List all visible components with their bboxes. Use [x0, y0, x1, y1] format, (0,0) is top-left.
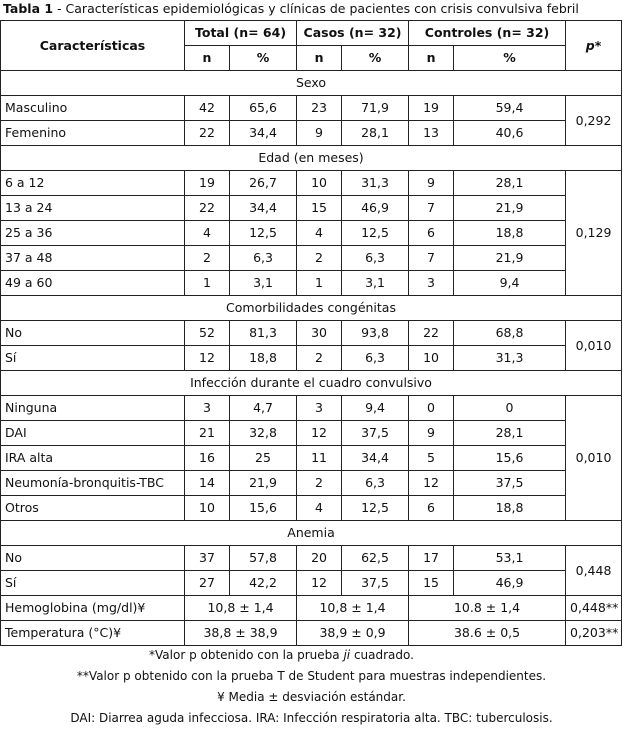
total-n: 14	[185, 471, 230, 496]
total-pct: 57,8	[230, 546, 297, 571]
table-row	[1, 396, 622, 421]
controles-pct: 37,5	[454, 471, 566, 496]
casos-pct: 6,3	[342, 346, 409, 371]
casos-pct: 46,9	[342, 196, 409, 221]
total-pct: 26,7	[230, 171, 297, 196]
row-label: 25 a 36	[1, 221, 185, 246]
total-pct: 65,6	[230, 96, 297, 121]
section-title: Anemia	[1, 521, 622, 546]
total-pct: 18,8	[230, 346, 297, 371]
casos-n: 4	[297, 496, 342, 521]
casos-n: 15	[297, 196, 342, 221]
casos-n: 1	[297, 271, 342, 296]
footnote-4: DAI: Diarrea aguda infecciosa. IRA: Infección respiratoria alta. TBC: tuberculosis.	[70, 711, 553, 725]
header-p: p*	[566, 21, 622, 71]
casos-pct: 9,4	[342, 396, 409, 421]
total-n: 21	[185, 421, 230, 446]
controles-pct: 15,6	[454, 446, 566, 471]
section-title: Comorbilidades congénitas	[1, 296, 622, 321]
casos-n: 4	[297, 221, 342, 246]
row-label: Hemoglobina (mg/dl)¥	[1, 596, 185, 621]
p-value: 0,448**	[566, 596, 622, 621]
casos-n: 11	[297, 446, 342, 471]
total-n: 3	[185, 396, 230, 421]
table-row	[1, 321, 622, 346]
header-casos: Casos (n= 32)	[297, 21, 409, 46]
table-row	[1, 421, 622, 446]
table-row	[1, 621, 622, 646]
controles-mean: 38.6 ± 0,5	[409, 621, 566, 646]
controles-n: 9	[409, 421, 454, 446]
row-label: Ninguna	[1, 396, 185, 421]
row-label: 49 a 60	[1, 271, 185, 296]
footnote-2: **Valor p obtenido con la prueba T de Student para muestras independientes.	[76, 669, 547, 683]
controles-n: 7	[409, 196, 454, 221]
row-label: No	[1, 321, 185, 346]
header-total: Total (n= 64)	[185, 21, 297, 46]
table-row	[1, 571, 622, 596]
controles-pct: 40,6	[454, 121, 566, 146]
subheader-n: n	[297, 46, 342, 71]
total-pct: 15,6	[230, 496, 297, 521]
p-value: 0,292	[566, 96, 622, 146]
total-n: 16	[185, 446, 230, 471]
casos-n: 2	[297, 471, 342, 496]
casos-pct: 71,9	[342, 96, 409, 121]
row-label: Femenino	[1, 121, 185, 146]
row-label: Masculino	[1, 96, 185, 121]
casos-pct: 3,1	[342, 271, 409, 296]
controles-pct: 0	[454, 396, 566, 421]
total-n: 2	[185, 246, 230, 271]
total-pct: 3,1	[230, 271, 297, 296]
table-row	[1, 121, 622, 146]
subheader-n: n	[185, 46, 230, 71]
total-n: 52	[185, 321, 230, 346]
controles-pct: 53,1	[454, 546, 566, 571]
footnote-3: ¥ Media ± desviación estándar.	[217, 690, 406, 704]
row-label: No	[1, 546, 185, 571]
table-row	[1, 196, 622, 221]
controles-pct: 31,3	[454, 346, 566, 371]
row-label: Otros	[1, 496, 185, 521]
table-row	[1, 471, 622, 496]
casos-n: 20	[297, 546, 342, 571]
total-pct: 34,4	[230, 121, 297, 146]
total-n: 19	[185, 171, 230, 196]
controles-n: 0	[409, 396, 454, 421]
footnote-1: *Valor p obtenido con la prueba ji cuadrado.	[149, 648, 414, 662]
controles-n: 22	[409, 321, 454, 346]
controles-n: 12	[409, 471, 454, 496]
controles-n: 9	[409, 171, 454, 196]
data-table	[0, 20, 622, 646]
table-row	[1, 171, 622, 196]
controles-pct: 28,1	[454, 421, 566, 446]
subheader-pct: %	[230, 46, 297, 71]
table-caption	[3, 0, 579, 18]
controles-pct: 28,1	[454, 171, 566, 196]
total-pct: 32,8	[230, 421, 297, 446]
subheader-pct: %	[342, 46, 409, 71]
casos-n: 3	[297, 396, 342, 421]
controles-n: 13	[409, 121, 454, 146]
total-n: 22	[185, 121, 230, 146]
total-n: 1	[185, 271, 230, 296]
controles-n: 15	[409, 571, 454, 596]
controles-n: 19	[409, 96, 454, 121]
caption-text: - Características epidemiológicas y clínicas de pacientes con crisis convulsiva febril	[53, 1, 579, 16]
p-value: 0,010	[566, 321, 622, 371]
controles-pct: 68,8	[454, 321, 566, 346]
row-label: Sí	[1, 571, 185, 596]
section-header-row	[1, 371, 622, 396]
controles-n: 6	[409, 496, 454, 521]
casos-n: 30	[297, 321, 342, 346]
header-characteristics: Características	[1, 21, 185, 71]
section-title: Infección durante el cuadro convulsivo	[1, 371, 622, 396]
footnotes	[0, 645, 623, 729]
total-n: 42	[185, 96, 230, 121]
row-label: Sí	[1, 346, 185, 371]
p-value: 0,129	[566, 171, 622, 296]
table-row	[1, 96, 622, 121]
section-title: Sexo	[1, 71, 622, 96]
controles-pct: 21,9	[454, 196, 566, 221]
casos-n: 2	[297, 346, 342, 371]
total-n: 27	[185, 571, 230, 596]
row-label: DAI	[1, 421, 185, 446]
subheader-n: n	[409, 46, 454, 71]
total-n: 4	[185, 221, 230, 246]
table-row	[1, 596, 622, 621]
total-n: 37	[185, 546, 230, 571]
row-label: IRA alta	[1, 446, 185, 471]
casos-pct: 6,3	[342, 471, 409, 496]
total-pct: 12,5	[230, 221, 297, 246]
total-pct: 21,9	[230, 471, 297, 496]
row-label: Temperatura (°C)¥	[1, 621, 185, 646]
controles-n: 6	[409, 221, 454, 246]
controles-pct: 18,8	[454, 496, 566, 521]
caption-label: Tabla 1	[3, 1, 54, 16]
table-row	[1, 246, 622, 271]
p-value: 0,448	[566, 546, 622, 596]
section-title: Edad (en meses)	[1, 146, 622, 171]
total-n: 22	[185, 196, 230, 221]
table-row	[1, 496, 622, 521]
total-pct: 34,4	[230, 196, 297, 221]
casos-pct: 12,5	[342, 221, 409, 246]
row-label: 13 a 24	[1, 196, 185, 221]
casos-n: 12	[297, 421, 342, 446]
casos-n: 10	[297, 171, 342, 196]
casos-pct: 62,5	[342, 546, 409, 571]
casos-pct: 28,1	[342, 121, 409, 146]
casos-pct: 12,5	[342, 496, 409, 521]
section-header-row	[1, 521, 622, 546]
controles-pct: 59,4	[454, 96, 566, 121]
subheader-pct: %	[454, 46, 566, 71]
casos-pct: 37,5	[342, 571, 409, 596]
casos-pct: 6,3	[342, 246, 409, 271]
casos-pct: 37,5	[342, 421, 409, 446]
total-pct: 6,3	[230, 246, 297, 271]
p-value: 0,203**	[566, 621, 622, 646]
casos-pct: 34,4	[342, 446, 409, 471]
header-controles: Controles (n= 32)	[409, 21, 566, 46]
casos-mean: 10,8 ± 1,4	[297, 596, 409, 621]
section-header-row	[1, 296, 622, 321]
casos-pct: 31,3	[342, 171, 409, 196]
section-header-row	[1, 71, 622, 96]
header-row	[1, 21, 622, 46]
row-label: 37 a 48	[1, 246, 185, 271]
table-row	[1, 546, 622, 571]
total-pct: 81,3	[230, 321, 297, 346]
total-n: 10	[185, 496, 230, 521]
p-value: 0,010	[566, 396, 622, 521]
casos-n: 9	[297, 121, 342, 146]
total-mean: 10,8 ± 1,4	[185, 596, 297, 621]
controles-n: 3	[409, 271, 454, 296]
casos-n: 12	[297, 571, 342, 596]
row-label: Neumonía-bronquitis-TBC	[1, 471, 185, 496]
controles-n: 7	[409, 246, 454, 271]
casos-pct: 93,8	[342, 321, 409, 346]
total-pct: 4,7	[230, 396, 297, 421]
table-row	[1, 271, 622, 296]
casos-mean: 38,9 ± 0,9	[297, 621, 409, 646]
total-pct: 42,2	[230, 571, 297, 596]
section-header-row	[1, 146, 622, 171]
controles-pct: 21,9	[454, 246, 566, 271]
controles-n: 5	[409, 446, 454, 471]
controles-pct: 9,4	[454, 271, 566, 296]
casos-n: 23	[297, 96, 342, 121]
controles-n: 17	[409, 546, 454, 571]
row-label: 6 a 12	[1, 171, 185, 196]
controles-pct: 46,9	[454, 571, 566, 596]
controles-n: 10	[409, 346, 454, 371]
table-row	[1, 346, 622, 371]
controles-pct: 18,8	[454, 221, 566, 246]
table-row	[1, 446, 622, 471]
total-n: 12	[185, 346, 230, 371]
controles-mean: 10.8 ± 1,4	[409, 596, 566, 621]
total-mean: 38,8 ± 38,9	[185, 621, 297, 646]
casos-n: 2	[297, 246, 342, 271]
table-row	[1, 221, 622, 246]
total-pct: 25	[230, 446, 297, 471]
